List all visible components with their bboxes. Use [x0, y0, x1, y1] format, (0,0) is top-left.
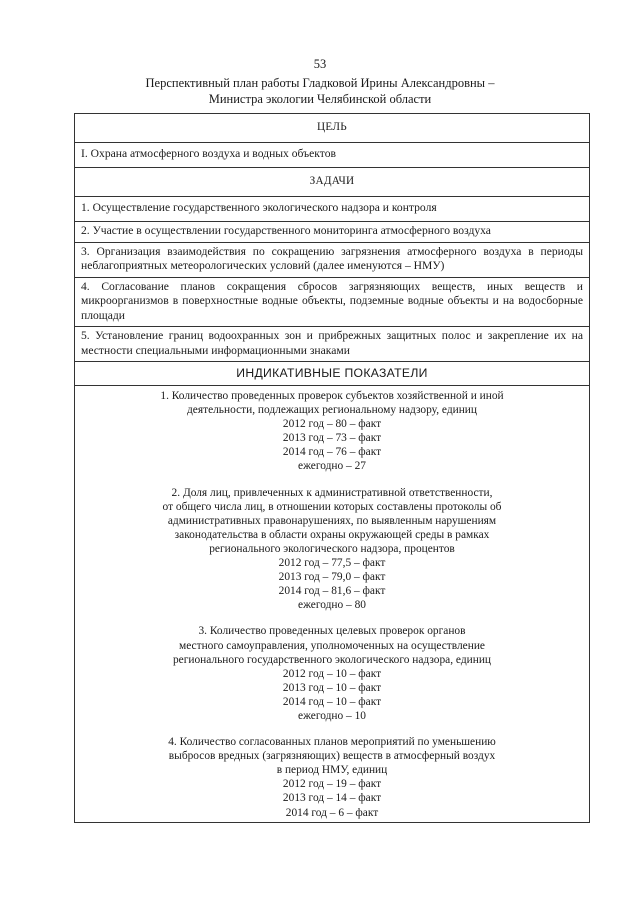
indicator-line: регионального государственного экологического надзора, единиц [172, 653, 492, 666]
goal-header: ЦЕЛЬ [75, 114, 590, 143]
task-item-3: 3. Организация взаимодействия по сокращению загрязнения атмосферного воздуха в периоды неблагоприятных метеорологических условий (далее именуются – НМУ) [75, 242, 590, 277]
task-item-2: 2. Участие в осуществлении государственного мониторинга атмосферного воздуха [75, 222, 590, 243]
indicator-value: ежегодно – 80 [298, 599, 366, 612]
indicator-value: 2014 год – 76 – факт [282, 446, 382, 459]
indicator-value: 2013 год – 79,0 – факт [278, 571, 386, 584]
indicator-1 [79, 389, 585, 474]
indicator-line: 1. Количество проведенных проверок субъектов хозяйственной и иной [160, 390, 504, 402]
indicator-value: 2012 год – 80 – факт [282, 418, 382, 431]
page-number: 53 [313, 57, 327, 71]
indicator-value: ежегодно – 10 [298, 709, 366, 722]
indicator-value: 2013 год – 14 – факт [282, 792, 382, 805]
indicator-line: регионального экологического надзора, процентов [209, 542, 455, 555]
indicator-value: 2014 год – 6 – факт [285, 806, 379, 819]
indicator-line: 3. Количество проведенных целевых проверок органов [198, 625, 466, 638]
indicator-line: деятельности, подлежащих региональному надзору, единиц [187, 404, 477, 417]
task-item-5: 5. Установление границ водоохранных зон и прибрежных защитных полос и закрепление их на местности специальными информационными знаками [75, 327, 590, 362]
indicators-list [75, 386, 590, 823]
indicator-2 [79, 486, 585, 613]
indicator-line: выбросов вредных (загрязняющих) веществ в атмосферный воздух [168, 750, 496, 763]
indicator-line: в период НМУ, единиц [276, 764, 388, 777]
task-item-1: 1. Осуществление государственного экологического надзора и контроля [75, 197, 590, 222]
indicator-4 [79, 735, 585, 820]
task-item-4: 4. Согласование планов сокращения сбросов загрязняющих веществ, иных веществ и микроорганизмов в поверхностные водные объекты, подземные водные объекты и на водосборные площади [75, 277, 590, 327]
indicator-value: 2013 год – 10 – факт [282, 681, 382, 694]
indicator-line: 2. Доля лиц, привлеченных к административной ответственности, [171, 486, 493, 499]
indicator-value: 2013 год – 73 – факт [282, 432, 382, 445]
goal-text: I. Охрана атмосферного воздуха и водных объектов [75, 143, 590, 168]
indicators-header: ИНДИКАТИВНЫЕ ПОКАЗАТЕЛИ [75, 362, 590, 386]
indicator-line: местного самоуправления, уполномоченных на осуществление [179, 639, 485, 652]
indicator-value: 2012 год – 77,5 – факт [278, 557, 386, 570]
title-line-1: Перспективный план работы Гладковой Ирины Александровны – [145, 76, 495, 90]
indicator-line: административных правонарушениях, по выявленным нарушениям [167, 514, 497, 527]
indicator-line: 4. Количество согласованных планов мероприятий по уменьшению [168, 736, 496, 749]
plan-table [74, 113, 590, 823]
indicator-3 [79, 624, 585, 723]
indicator-value: 2014 год – 10 – факт [282, 695, 382, 708]
document-title [0, 75, 640, 107]
tasks-header: ЗАДАЧИ [75, 168, 590, 197]
indicator-value: 2012 год – 19 – факт [282, 778, 382, 791]
indicator-line: от общего числа лиц, в отношении которых составлены протоколы об [162, 500, 502, 513]
indicator-line: законодательства в области охраны окружающей среды в рамках [174, 528, 490, 541]
indicator-value: 2012 год – 10 – факт [282, 667, 382, 680]
title-line-2: Министра экологии Челябинской области [208, 92, 432, 106]
indicator-value: ежегодно – 27 [298, 460, 366, 473]
indicator-value: 2014 год – 81,6 – факт [278, 585, 386, 598]
